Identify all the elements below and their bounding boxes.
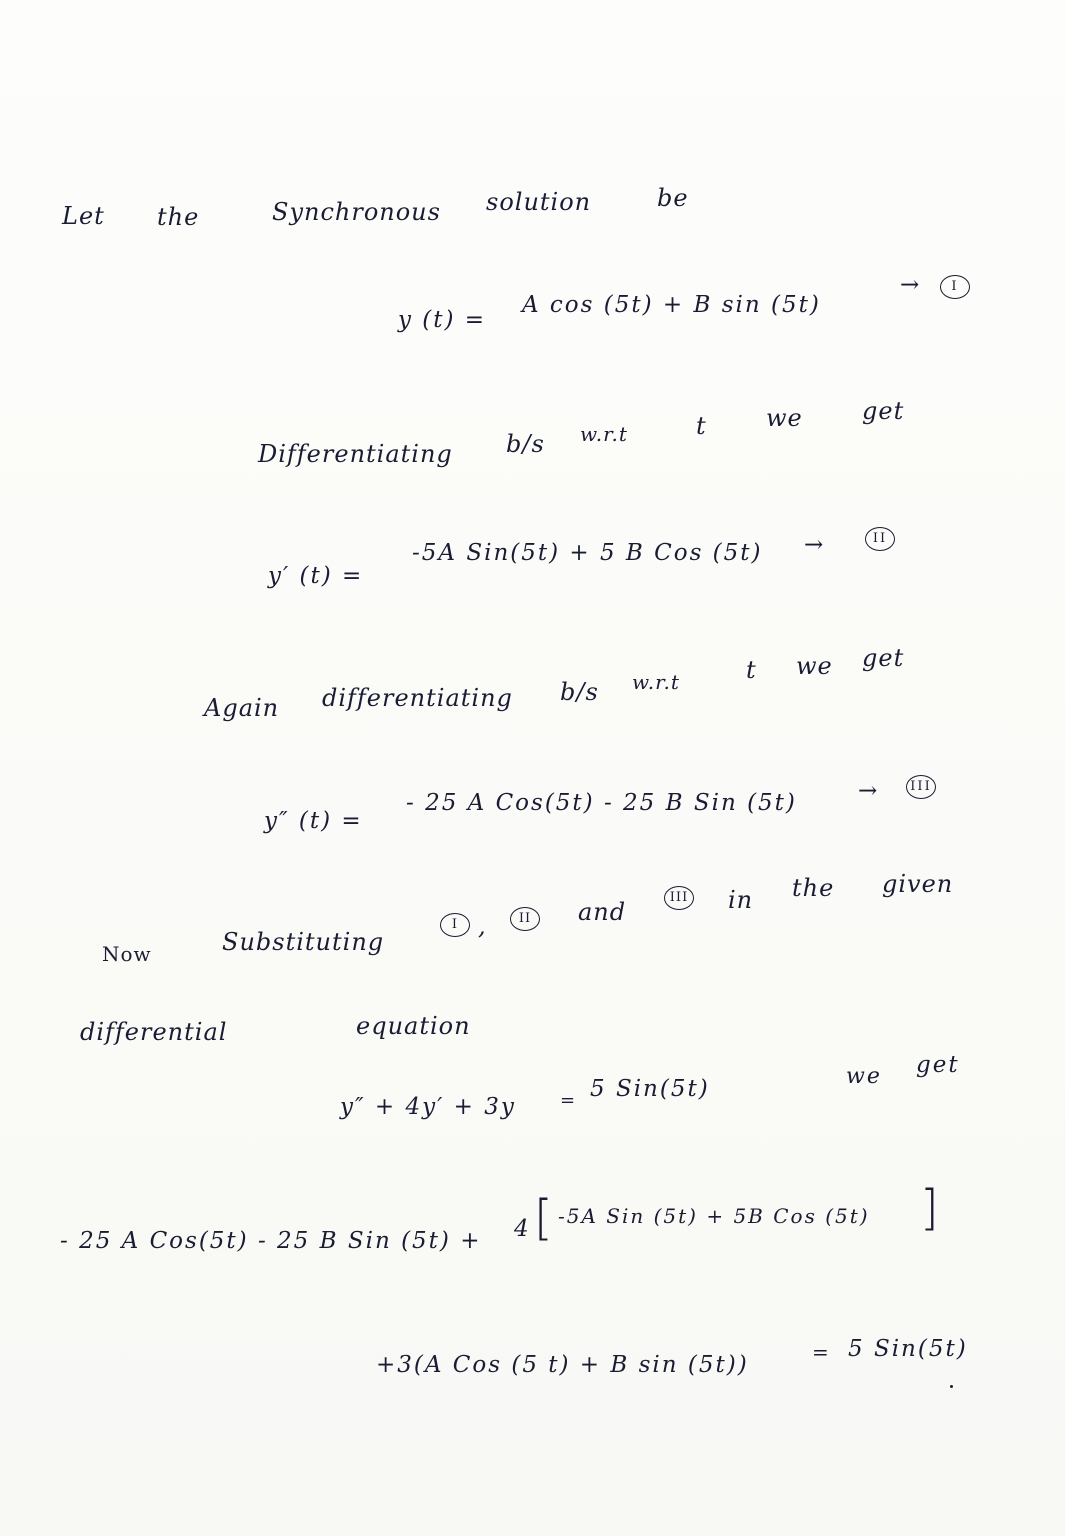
word-differential: differential bbox=[80, 1018, 228, 1046]
word-t: t bbox=[696, 412, 707, 440]
sub-tag-2: II bbox=[510, 907, 540, 931]
eq6-lhs: +3(A Cos (5 t) + B sin (5t)) bbox=[376, 1352, 749, 1378]
eq5-open-bracket: [ bbox=[534, 1190, 555, 1246]
word-bs: b/s bbox=[506, 430, 545, 458]
word-let: Let bbox=[62, 202, 105, 230]
ink-dot bbox=[950, 1385, 953, 1388]
word-given: given bbox=[882, 870, 954, 898]
word-and: and bbox=[578, 898, 627, 926]
word-equation: equation bbox=[356, 1012, 471, 1040]
word-differentiating-2: differentiating bbox=[322, 684, 513, 712]
word-again: Again bbox=[204, 694, 280, 722]
intro-line bbox=[0, 0, 1065, 231]
eq4-equals: = bbox=[560, 1090, 578, 1111]
word-in: in bbox=[728, 886, 754, 914]
eq3-lhs: y″ (t) = bbox=[264, 808, 363, 834]
word-wrt-2: w.r.t bbox=[632, 670, 680, 694]
sub-comma: , bbox=[478, 912, 487, 940]
eq5-inner: -5A Sin (5t) + 5B Cos (5t) bbox=[558, 1204, 870, 1228]
eq2-tag: II bbox=[865, 527, 895, 551]
word-solution: solution bbox=[486, 188, 592, 216]
eq5-part1: - 25 A Cos(5t) - 25 B Sin (5t) + bbox=[60, 1228, 482, 1254]
eq2-lhs: y′ (t) = bbox=[268, 563, 364, 589]
word-bs-2: b/s bbox=[560, 678, 599, 706]
word-now: Now bbox=[102, 942, 152, 966]
word-get-3: get bbox=[916, 1052, 960, 1078]
word-the-2: the bbox=[792, 874, 835, 902]
eq6-equals: = bbox=[812, 1340, 831, 1364]
eq3-tag: III bbox=[906, 775, 936, 799]
eq4-lhs: y″ + 4y′ + 3y bbox=[340, 1094, 516, 1120]
eq5-four: 4 bbox=[514, 1216, 531, 1242]
word-wrt: w.r.t bbox=[580, 422, 628, 446]
eq4-rhs: 5 Sin(5t) bbox=[590, 1076, 710, 1102]
word-we-2: we bbox=[796, 652, 833, 680]
word-substituting: Substituting bbox=[222, 928, 385, 956]
sub-tag-1: I bbox=[440, 913, 470, 937]
eq2-rhs: -5A Sin(5t) + 5 B Cos (5t) bbox=[412, 540, 763, 566]
eq1-rhs: A cos (5t) + B sin (5t) bbox=[522, 292, 821, 318]
word-be: be bbox=[657, 184, 689, 212]
word-the: the bbox=[157, 203, 200, 231]
word-we: we bbox=[766, 404, 803, 432]
eq3-rhs: - 25 A Cos(5t) - 25 B Sin (5t) bbox=[406, 790, 797, 816]
eq3-arrow: → bbox=[858, 778, 880, 804]
eq1-arrow: → bbox=[900, 272, 922, 298]
eq1-lhs: y (t) = bbox=[398, 307, 487, 333]
word-synchronous: Synchronous bbox=[272, 198, 441, 226]
word-t-2: t bbox=[746, 656, 757, 684]
eq5-close-bracket: ] bbox=[920, 1180, 941, 1236]
eq2-arrow: → bbox=[804, 532, 826, 558]
word-get: get bbox=[862, 397, 905, 425]
word-get-2: get bbox=[862, 644, 905, 672]
word-differentiating: Differentiating bbox=[258, 440, 453, 468]
eq6-rhs: 5 Sin(5t) bbox=[848, 1336, 968, 1362]
eq1-tag: I bbox=[940, 275, 970, 299]
sub-tag-3: III bbox=[664, 886, 694, 910]
word-we-3: we bbox=[846, 1064, 882, 1089]
